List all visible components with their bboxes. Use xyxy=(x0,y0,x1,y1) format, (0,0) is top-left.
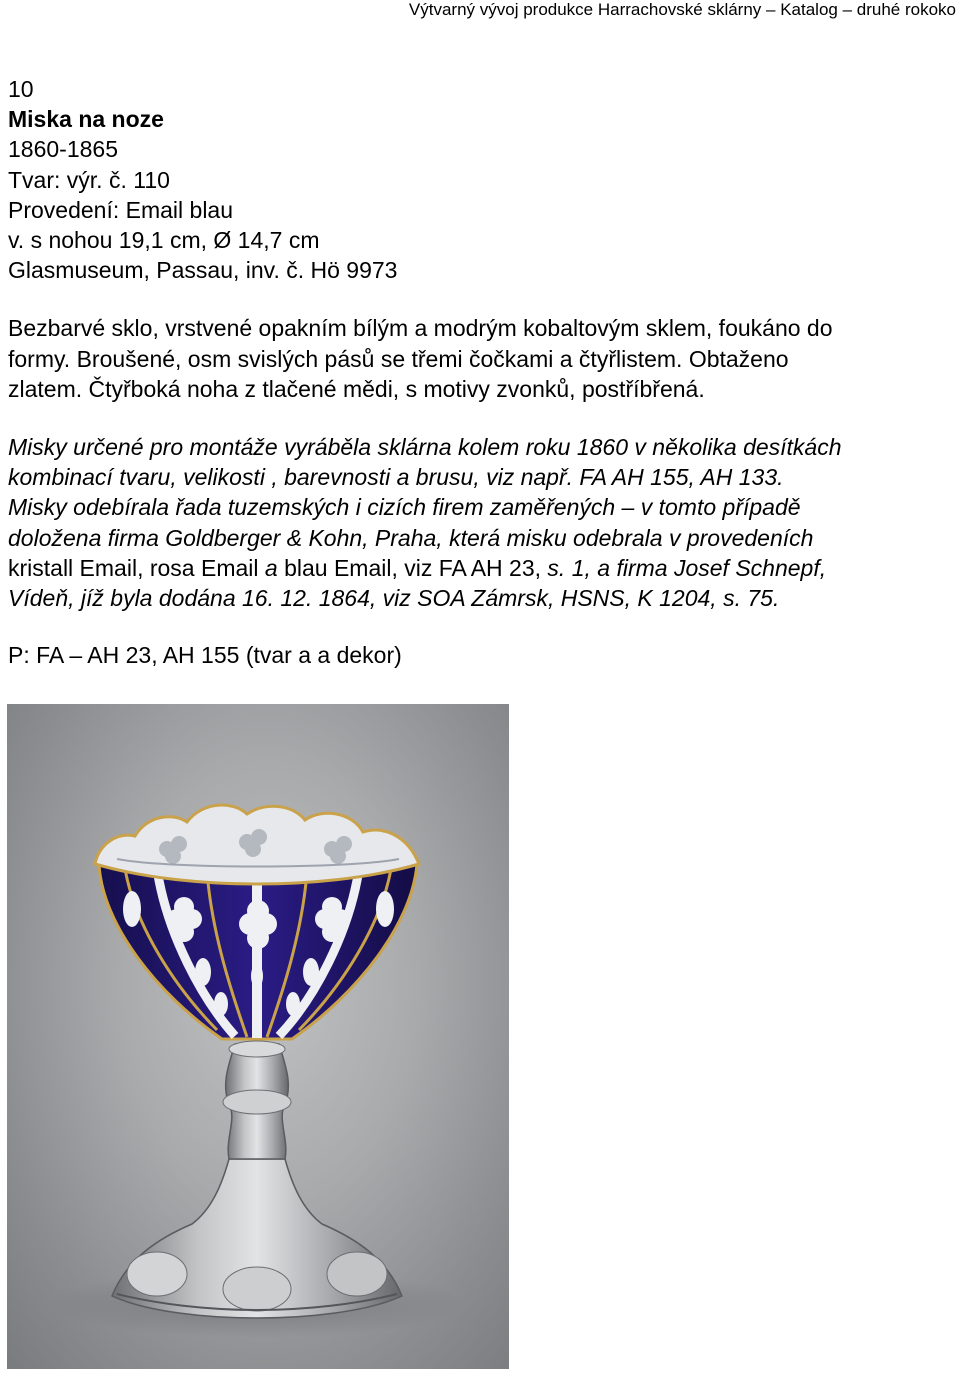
running-header: Výtvarný vývoj produkce Harrachovské sklárny – Katalog – druhé rokoko xyxy=(408,0,956,19)
entry-date: 1860-1865 xyxy=(8,136,118,163)
commentary-line: Misky odebírala řada tuzemských i cizích firem zaměřených – v tomto případě xyxy=(8,494,801,521)
commentary-line: kombinací tvaru, velikosti , barevnosti a brusu, viz např. FA AH 155, AH 133. xyxy=(8,464,784,491)
commentary-paragraph xyxy=(8,432,956,613)
commentary-line: Misky určené pro montáže vyráběla sklárna kolem roku 1860 v několika desítkách xyxy=(8,434,842,461)
commentary-fragment: blau Email, viz FA AH 23, xyxy=(277,554,548,581)
entry-collection: Glasmuseum, Passau, inv. č. Hö 9973 xyxy=(8,257,398,284)
reference-paragraph xyxy=(8,640,956,670)
silver-foot xyxy=(112,1159,402,1318)
description-line: Bezbarvé sklo, vrstvené opakním bílým a modrým kobaltovým sklem, foukáno do xyxy=(8,315,833,342)
entry-reference: P: FA – AH 23, AH 155 (tvar a a dekor) xyxy=(8,642,402,669)
description-line: zlatem. Čtyřboká noha z tlačené mědi, s motivy zvonků, postříbřená. xyxy=(8,375,705,402)
commentary-line: Vídeň, jíž byla dodána 16. 12. 1864, viz SOA Zámrsk, HSNS, K 1204, s. 75. xyxy=(8,585,780,612)
entry-number: 10 xyxy=(8,76,34,102)
glass-bowl xyxy=(99,864,417,1039)
scalloped-rim xyxy=(95,805,419,884)
commentary-fragment: kristall Email, rosa Email xyxy=(8,554,265,581)
commentary-line xyxy=(8,553,956,583)
entry-dimensions: v. s nohou 19,1 cm, Ø 14,7 cm xyxy=(8,227,320,254)
commentary-fragment: a xyxy=(264,554,278,581)
description-line: formy. Broušené, osm svislých pásů se třemi čočkami a čtyřlistem. Obtaženo xyxy=(8,345,789,372)
entry-form: Tvar: výr. č. 110 xyxy=(8,166,170,193)
commentary-fragment: s. 1, a firma Josef Schnepf, xyxy=(547,554,827,581)
commentary-line: doložena firma Goldberger & Kohn, Praha, která misku odebrala v provedeních xyxy=(8,524,814,551)
catalog-entry xyxy=(8,74,956,670)
footed-bowl-illustration xyxy=(7,704,509,1369)
entry-execution: Provedení: Email blau xyxy=(8,196,234,223)
description-paragraph xyxy=(8,313,956,404)
entry-title: Miska na noze xyxy=(8,106,164,133)
silver-stem xyxy=(223,1041,291,1159)
object-photograph xyxy=(7,704,509,1369)
